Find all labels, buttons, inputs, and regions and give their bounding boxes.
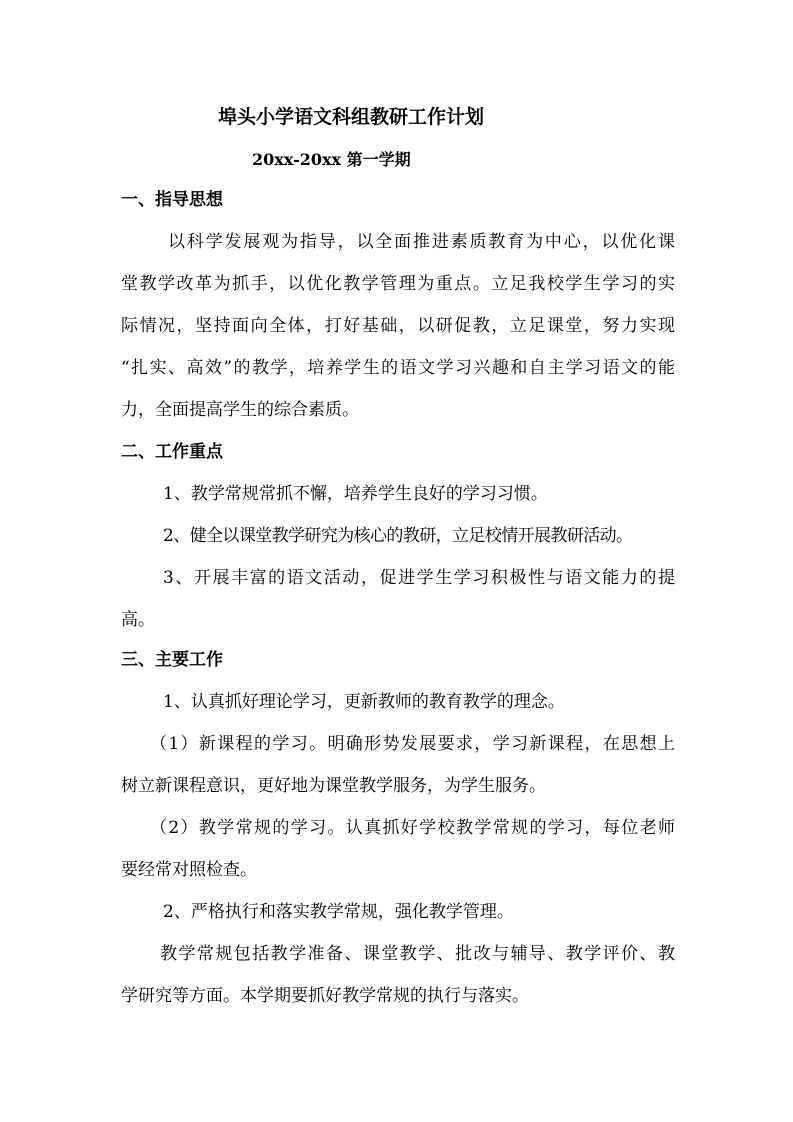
list-item: 1、教学常规常抓不懈，培养学生良好的学习习惯。	[163, 484, 548, 504]
sub-item-continuation: 要经常对照检查。	[121, 860, 257, 880]
list-item: 2、健全以课堂教学研究为核心的教研，立足校情开展教研活动。	[163, 526, 633, 546]
section-heading-work-focus: 二、工作重点	[121, 442, 223, 462]
list-item: 2、严格执行和落实教学常规，强化教学管理。	[163, 902, 514, 922]
list-item: 3、开展丰富的语文活动，促进学生学习积极性与语文能力的提	[163, 568, 675, 588]
list-item-continuation: 高。	[121, 610, 155, 630]
paragraph-line: “扎实、高效”的教学，培养学生的语文学习兴趣和自主学习语文的能	[121, 358, 675, 378]
sub-item-continuation: 树立新课程意识，更好地为课堂教学服务，为学生服务。	[121, 776, 546, 796]
document-title: 埠头小学语文科组教研工作计划	[218, 106, 485, 128]
paragraph-line: 教学常规包括教学准备、课堂教学、批改与辅导、教学评价、教	[160, 944, 675, 964]
paragraph-line: 际情况，坚持面向全体，打好基础，以研促教，立足课堂，努力实现	[121, 316, 675, 336]
document-subtitle: 20xx-20xx 第一学期	[252, 150, 411, 169]
paragraph-line: 以科学发展观为指导，以全面推进素质教育为中心，以优化课	[168, 232, 675, 252]
list-item: 1、认真抓好理论学习，更新教师的教育教学的理念。	[163, 692, 565, 712]
sub-item: （2）教学常规的学习。认真抓好学校教学常规的学习，每位老师	[150, 818, 675, 838]
section-heading-guiding-ideology: 一、指导思想	[121, 190, 223, 210]
paragraph-line: 力，全面提高学生的综合素质。	[121, 400, 359, 420]
paragraph-line: 堂教学改革为抓手，以优化教学管理为重点。立足我校学生学习的实	[121, 274, 675, 294]
section-heading-main-work: 三、主要工作	[121, 650, 223, 670]
sub-item: （1）新课程的学习。明确形势发展要求，学习新课程，在思想上	[150, 734, 675, 754]
paragraph-line: 学研究等方面。本学期要抓好教学常规的执行与落实。	[121, 986, 529, 1006]
